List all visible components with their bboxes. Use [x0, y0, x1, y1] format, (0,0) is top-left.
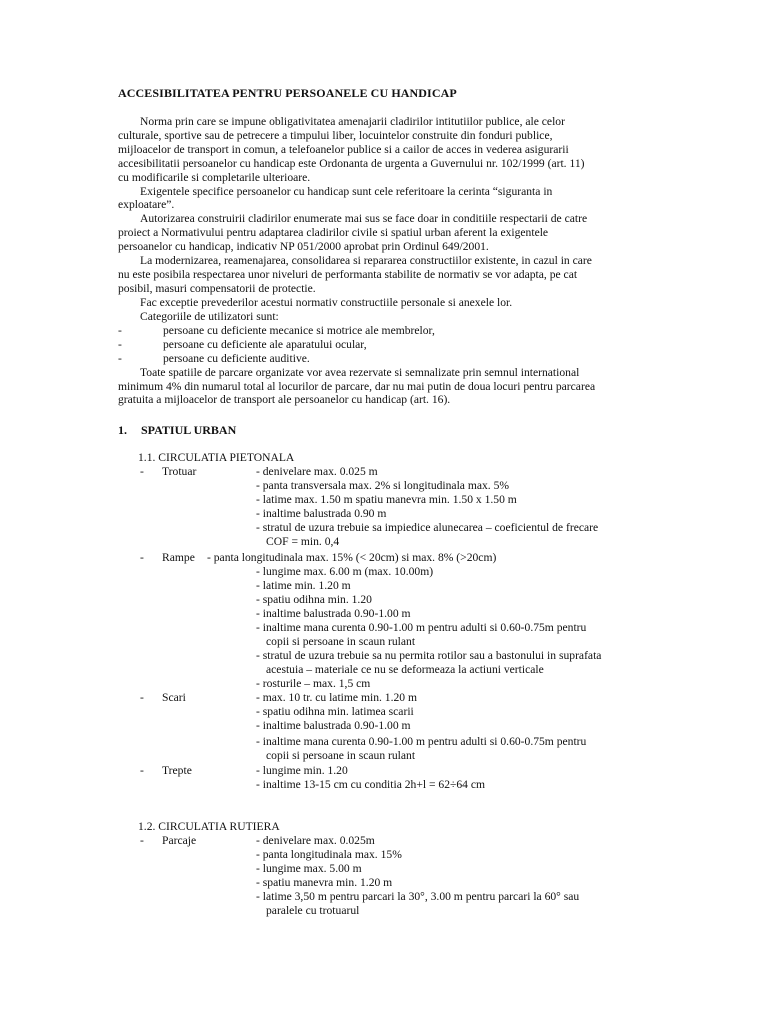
spec-line: - lungime max. 6.00 m (max. 10.00m)	[256, 565, 434, 578]
spec-line: - inaltime mana curenta 0.90-1.00 m pentru adulti si 0.60-0.75m pentru	[256, 621, 587, 634]
spec-line: - spatiu odihna min. latimea scarii	[256, 705, 414, 718]
spec-line: paralele cu trotuarul	[266, 904, 360, 917]
paragraph-2: Exigentele specifice persoanelor cu handicap sunt cele referitoare la cerinta “siguranta in exploatare”.	[118, 184, 553, 212]
spec-line: - inaltime balustrada 0.90 m	[256, 507, 387, 520]
spec-line: - spatiu odihna min. 1.20	[256, 593, 372, 606]
spec-row-parcaje: - Parcaje - denivelare max. 0.025m	[140, 834, 375, 847]
spec-line: - latime 3,50 m pentru parcari la 30°, 3.00 m pentru parcari la 60° sau	[256, 890, 580, 903]
subsection-heading: 1.2. CIRCULATIA RUTIERA	[138, 820, 280, 833]
spec-line: copii si persoane in scaun rulant	[266, 749, 416, 762]
spec-row-trepte: - Trepte - lungime min. 1.20	[140, 764, 348, 777]
paragraph-4: La modernizarea, reamenajarea, consolidarea si repararea constructiilor existente, in cazul in care nu este posibila respectarea unor niveluri de performanta stabilite de normativ se vor adapta, pe cat posibil, masuri compensatorii de protectie.	[118, 254, 592, 295]
paragraph-3: Autorizarea construirii cladirilor enumerate mai sus se face doar in conditiile respectarii de catre proiect a Normativului pentru adaptarea cladirilor civile si spatiul urban aferent la exigentele persoanelor cu handicap, indicativ NP 051/2000 aprobat prin Ordinul 649/2001.	[118, 212, 588, 254]
paragraph-1: Norma prin care se impune obligativitatea amenajarii cladirilor intitutiilor publice, ale celor culturale, sportive sau de petrecere a timpului liber, locuintelor construite din fonduri publice, mijloacelor de transport in comun, a telefoanelor publice si a cailor de acces in vederea asigurarii accesibilitatii persoanelor cu handicap este Ordonanta de urgenta a Guvernului nr. 102/1999 (art. 11) cu modificarile si completarile ulterioare.	[118, 115, 585, 184]
document-page: ACCESIBILITATEA PENTRU PERSOANELE CU HANDICAP Norma prin care se impune obligativitatea amenajarii cladirilor intitutiilor publice, ale celor culturale, sportive sau de petrecere a timpului liber, locuintelor construite din fonduri publice, mijloacelor de transport in comun, a telefoanelor publice si a cailor de acces in vederea asigurarii accesibilitatii persoanelor cu handicap este Ordonanta de urgenta a Guvernului nr. 102/1999 (art. 11) cu modificarile si completarile ulterioare. Exigentele specifice persoanelor cu handicap sunt cele referitoare la cerinta “siguranta in exploatare”. Autorizarea construirii cladirilor enumerate mai sus se face doar in conditiile respectarii de catre proiect a Normativului pentru adaptarea cladirilor civile si spatiul urban aferent la exigentele persoanelor cu handicap, indicativ NP 051/2000 aprobat prin Ordinul 649/2001. La modernizarea, reamenajarea, consolidarea si repararea constructiilor existente, in cazul in care nu este posibila respectarea unor niveluri de performanta stabilite de normativ se vor adapta, pe cat posibil, masuri compensatorii de protectie. Fac exceptie prevederilor acestui normativ constructiile personale si anexele lor. Categoriile de utilizatori sunt: - persoane cu deficiente mecanice si motrice ale membrelor, - persoane cu deficiente ale aparatului ocular, - persoane cu deficiente auditive. Toate spatiile de parcare organizate vor avea rezervate si semnalizate prin semnul international minimum 4% din numarul total al locurilor de parcare, dar nu mai putin de doua locuri pentru parcarea gratuita a mijloacelor de transport ale persoanelor cu handicap (art. 16). 1. SPATIUL URBAN 1.1. CIRCULATIA PIETONALA - Trotuar - denivelare max. 0.025 m - panta transversala max. 2% si longitudinala max. 5% - latime max. 1.50 m spatiu manevra min. 1.50 x 1.50 m - inaltime balustrada 0.90 m - stratul de uzura trebuie sa impiedice alunecarea – coeficientul de frecare COF = min. 0,4 - Rampe - panta longitudinala max. 15% (< 20cm) si max. 8% (>20cm) - lungime max. 6.00 m (max. 10.00m) - latime min. 1.20 m - spatiu odihna min. 1.20 - inaltime balustrada 0.90-1.00 m - inaltime mana curenta 0.90-1.00 m pentru adulti si 0.60-0.75m pentru copii si persoane in scaun rulant - stratul de uzura trebuie sa nu permita rotilor sau a bastonului in suprafata acestuia – materiale ce nu se deformeaza la actiuni verticale - rosturile – max. 1,5 cm - Scari - max. 10 tr. cu latime min. 1.20 m - spatiu odihna min. latimea scarii - inaltime balustrada 0.90-1.00 m - inaltime mana curenta 0.90-1.00 m pentru adulti si 0.60-0.75m pentru copii si persoane in scaun rulant - Trepte - lungime min. 1.20 - inaltime 13-15 cm cu conditia 2h+l = 62÷64 cm 1.2. CIRCULATIA RUTIERA - Parcaje - denivelare max. 0.025m - panta longitudinala max. 15% - lungime max. 5.00 m - spatiu manevra min. 1.20 m - latime 3,50 m pentru parcari la 30°, 3.00 m pentru parcari la 60° sau paralele cu trotuarul	[0, 0, 768, 1024]
paragraph-5: Fac exceptie prevederilor acestui normativ constructiile personale si anexele lor.	[140, 295, 513, 309]
spec-row-scari: - Scari - max. 10 tr. cu latime min. 1.20 m	[140, 691, 417, 704]
spec-line: - rosturile – max. 1,5 cm	[256, 677, 371, 690]
spec-line: copii si persoane in scaun rulant	[266, 635, 416, 648]
spec-line: - panta transversala max. 2% si longitudinala max. 5%	[256, 479, 510, 492]
document-title: ACCESIBILITATEA PENTRU PERSOANELE CU HANDICAP	[118, 86, 457, 100]
spec-line: - inaltime balustrada 0.90-1.00 m	[256, 719, 411, 732]
spec-line: - latime min. 1.20 m	[256, 579, 351, 592]
paragraph-parking: Toate spatiile de parcare organizate vor avea rezervate si semnalizate prin semnul international minimum 4% din numarul total al locurilor de parcare, dar nu mai putin de doua locuri pentru parcarea gratuita a mijloacelor de transport ale persoanelor cu handicap (art. 16).	[118, 365, 596, 407]
spec-line: COF = min. 0,4	[266, 535, 340, 548]
list-item: - persoane cu deficiente mecanice si motrice ale membrelor,	[118, 323, 435, 337]
spec-row-rampe: - Rampe - panta longitudinala max. 15% (< 20cm) si max. 8% (>20cm)	[140, 551, 497, 564]
spec-line: - inaltime balustrada 0.90-1.00 m	[256, 607, 411, 620]
spec-line: - inaltime mana curenta 0.90-1.00 m pentru adulti si 0.60-0.75m pentru	[256, 735, 587, 748]
spec-line: - lungime max. 5.00 m	[256, 862, 362, 875]
spec-line: - latime max. 1.50 m spatiu manevra min. 1.50 x 1.50 m	[256, 493, 517, 506]
paragraph-6: Categoriile de utilizatori sunt:	[140, 309, 279, 323]
list-item: - persoane cu deficiente ale aparatului ocular,	[118, 337, 367, 351]
spec-line: - inaltime 13-15 cm cu conditia 2h+l = 62÷64 cm	[256, 778, 486, 791]
list-item: - persoane cu deficiente auditive.	[118, 351, 310, 365]
spec-line: acestuia – materiale ce nu se deformeaza la actiuni verticale	[266, 663, 544, 676]
intro-text	[118, 115, 646, 407]
spec-line: - panta longitudinala max. 15%	[256, 848, 402, 861]
subsection-heading: 1.1. CIRCULATIA PIETONALA	[138, 451, 295, 464]
spec-line: - spatiu manevra min. 1.20 m	[256, 876, 393, 889]
spec-line: - stratul de uzura trebuie sa nu permita rotilor sau a bastonului in suprafata	[256, 649, 602, 662]
spec-line: - stratul de uzura trebuie sa impiedice alunecarea – coeficientul de frecare	[256, 521, 599, 534]
spec-row-trotuar: - Trotuar - denivelare max. 0.025 m	[140, 465, 378, 478]
